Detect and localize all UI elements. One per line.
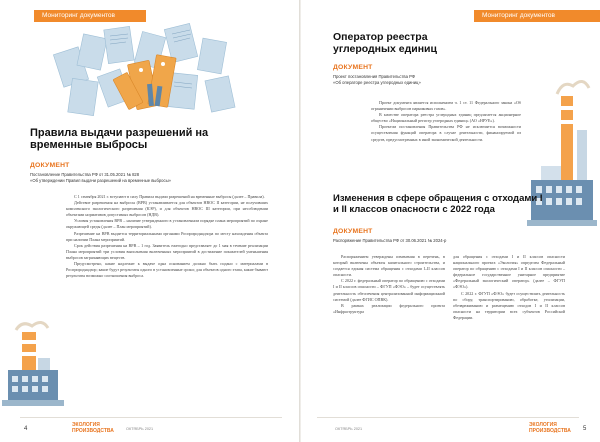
factory-illustration-left bbox=[2, 318, 64, 418]
brand-line-2: ПРОИЗВОДСТВА bbox=[72, 427, 114, 434]
article-1-body bbox=[66, 194, 268, 279]
article-2-title: Оператор реестра углеродных единиц bbox=[333, 31, 437, 55]
article-1-paragraph: Срок действия разрешения на ВРВ – 1 год. Заявитель ежегодно представляет до 1 мая в течение реализации Плана мероприятий три условия выполнения включенных мероприятий в достижение показателей уменьшения выбросов загрязняющих веществ. bbox=[66, 242, 268, 260]
article-3-paragraph: для обращения с отходами I и II классов опасности национального проекта «Экология» определен Федеральный оператор по обращению с отходами I и II классов опасности – федеральное государственное унитарное предприятие «Федеральный экологический оператор» (далее – ФГУП «ФЭО»). bbox=[453, 254, 565, 290]
article-3-paragraph: С 2022 г. ФГУП «ФЭО» будет осуществлять деятельность по сбору, транспортированию, обработке, утилизации, обезвреживанию и размещению отходов I и II классов опасности на территории всех субъектов Российской Федерации. bbox=[453, 290, 565, 320]
article-3-column-left bbox=[333, 254, 445, 315]
article-2-doc-label: ДОКУМЕНТ bbox=[333, 64, 373, 71]
brand-line-1: ЭКОЛОГИЯ bbox=[529, 422, 557, 428]
article-2-doc-ref: Проект постановления Правительства РФ bbox=[333, 74, 415, 79]
page-number-left: 4 bbox=[24, 426, 28, 432]
article-1-paragraph: Разрешение на ВРВ выдается территориальными органами Росприроднадзора по месту нахождения объекта при наличии Плана мероприятий. bbox=[66, 230, 268, 242]
section-header-left: Мониторинг документов bbox=[34, 10, 146, 22]
page-number-right: 5 bbox=[583, 426, 587, 432]
brand-logo-left bbox=[72, 423, 114, 434]
article-1-doc-label: ДОКУМЕНТ bbox=[30, 162, 70, 169]
article-2-body bbox=[371, 100, 521, 143]
article-1-doc-ref: Постановление Правительства РФ от 31.05.2021 № 828 bbox=[30, 172, 140, 177]
article-2-paragraph: Проект документа является исполнением ч. 1 ст. 11 Федерального закона «Об ограничении выбросов парниковых газов». bbox=[371, 100, 521, 112]
brand-line-1: ЭКОЛОГИЯ bbox=[72, 422, 100, 428]
article-1-paragraph: С 1 сентября 2021 г. вступают в силу Правила выдачи разрешений на временные выбросы (далее – Правила). bbox=[74, 194, 265, 199]
article-3-paragraph: С 2022 г. федеральный оператор по обращению с отходами I и II классов опасности – ФГУП «ФЭО» – будет осуществлять деятельность обеспечения централизованной информационной системой (далее ФГИС ОПВК). bbox=[333, 278, 445, 302]
footer-rule-right bbox=[317, 417, 579, 418]
footer-rule-left bbox=[20, 417, 282, 418]
right-page bbox=[301, 0, 600, 442]
article-2-paragraph: Проектом постановления Правительства РФ не исключается возможности осуществления функций оператора в случае деятельности, финансируемой из средств, предусмотренных в иной экономической деятельности. bbox=[371, 124, 521, 142]
article-3-paragraph: Распоряжением утверждены изменения в перечень, в который включены объекты капитального строительства, и создается единая система обращения с отходами I–II классов опасности. bbox=[333, 254, 445, 278]
article-3-column-right bbox=[453, 254, 565, 321]
article-3-doc-ref: Распоряжение Правительства РФ от 30.06.2021 № 2024-р bbox=[333, 238, 447, 243]
article-3-doc-label: ДОКУМЕНТ bbox=[333, 228, 373, 235]
article-1-doc-name: «Об утверждении Правил выдачи разрешений на временные выбросы» bbox=[30, 178, 171, 183]
section-header-right: Мониторинг документов bbox=[474, 10, 600, 22]
article-3-title: Изменения в сфере обращения с отходами I и II классов опасности с 2022 года bbox=[333, 193, 543, 215]
documents-illustration bbox=[50, 22, 250, 124]
issue-date-left: ОКТЯБРЬ 2021 bbox=[126, 427, 154, 431]
article-1-paragraph: Предусмотрено, какие надлежит к выдаче одна основанием должно быть подано с материалами в Росприроднадзор; какие будут результаты одного в установленные сроки; для объектов одного этапа, какие бывают результаты возможно соотношения выброса. bbox=[66, 261, 268, 279]
brand-logo-right bbox=[529, 423, 571, 434]
article-2-doc-name: «Об операторе реестра углеродных единиц» bbox=[333, 80, 421, 85]
article-3-paragraph: В рамках реализации федерального проекта «Инфраструктура bbox=[333, 302, 445, 314]
brand-line-2: ПРОИЗВОДСТВА bbox=[529, 427, 571, 434]
article-1-paragraph: Действие разрешения на выбросы (ВРВ) устанавливается для объектов НВОС II категории, не получивших комплексного экологического разрешения (КЭР), и для объектов НВОС III категории, при несоблюдении объектами нормативов допустимых выбросов (НДВ). bbox=[66, 200, 268, 218]
issue-date-right: ОКТЯБРЬ 2021 bbox=[335, 427, 363, 431]
article-1-title: Правила выдачи разрешений на временные выбросы bbox=[30, 127, 209, 152]
article-2-paragraph: В качестве оператора реестра углеродных единиц предлагается акционерное общество «Национальный регистр углеродных единиц» (АО «НРУЕ»). bbox=[371, 112, 521, 124]
article-1-paragraph: Условия установления ВРВ – наличие утвержденного в установленном порядке плана мероприятий по охране окружающей среды (далее – План мероприятий). bbox=[66, 218, 268, 230]
